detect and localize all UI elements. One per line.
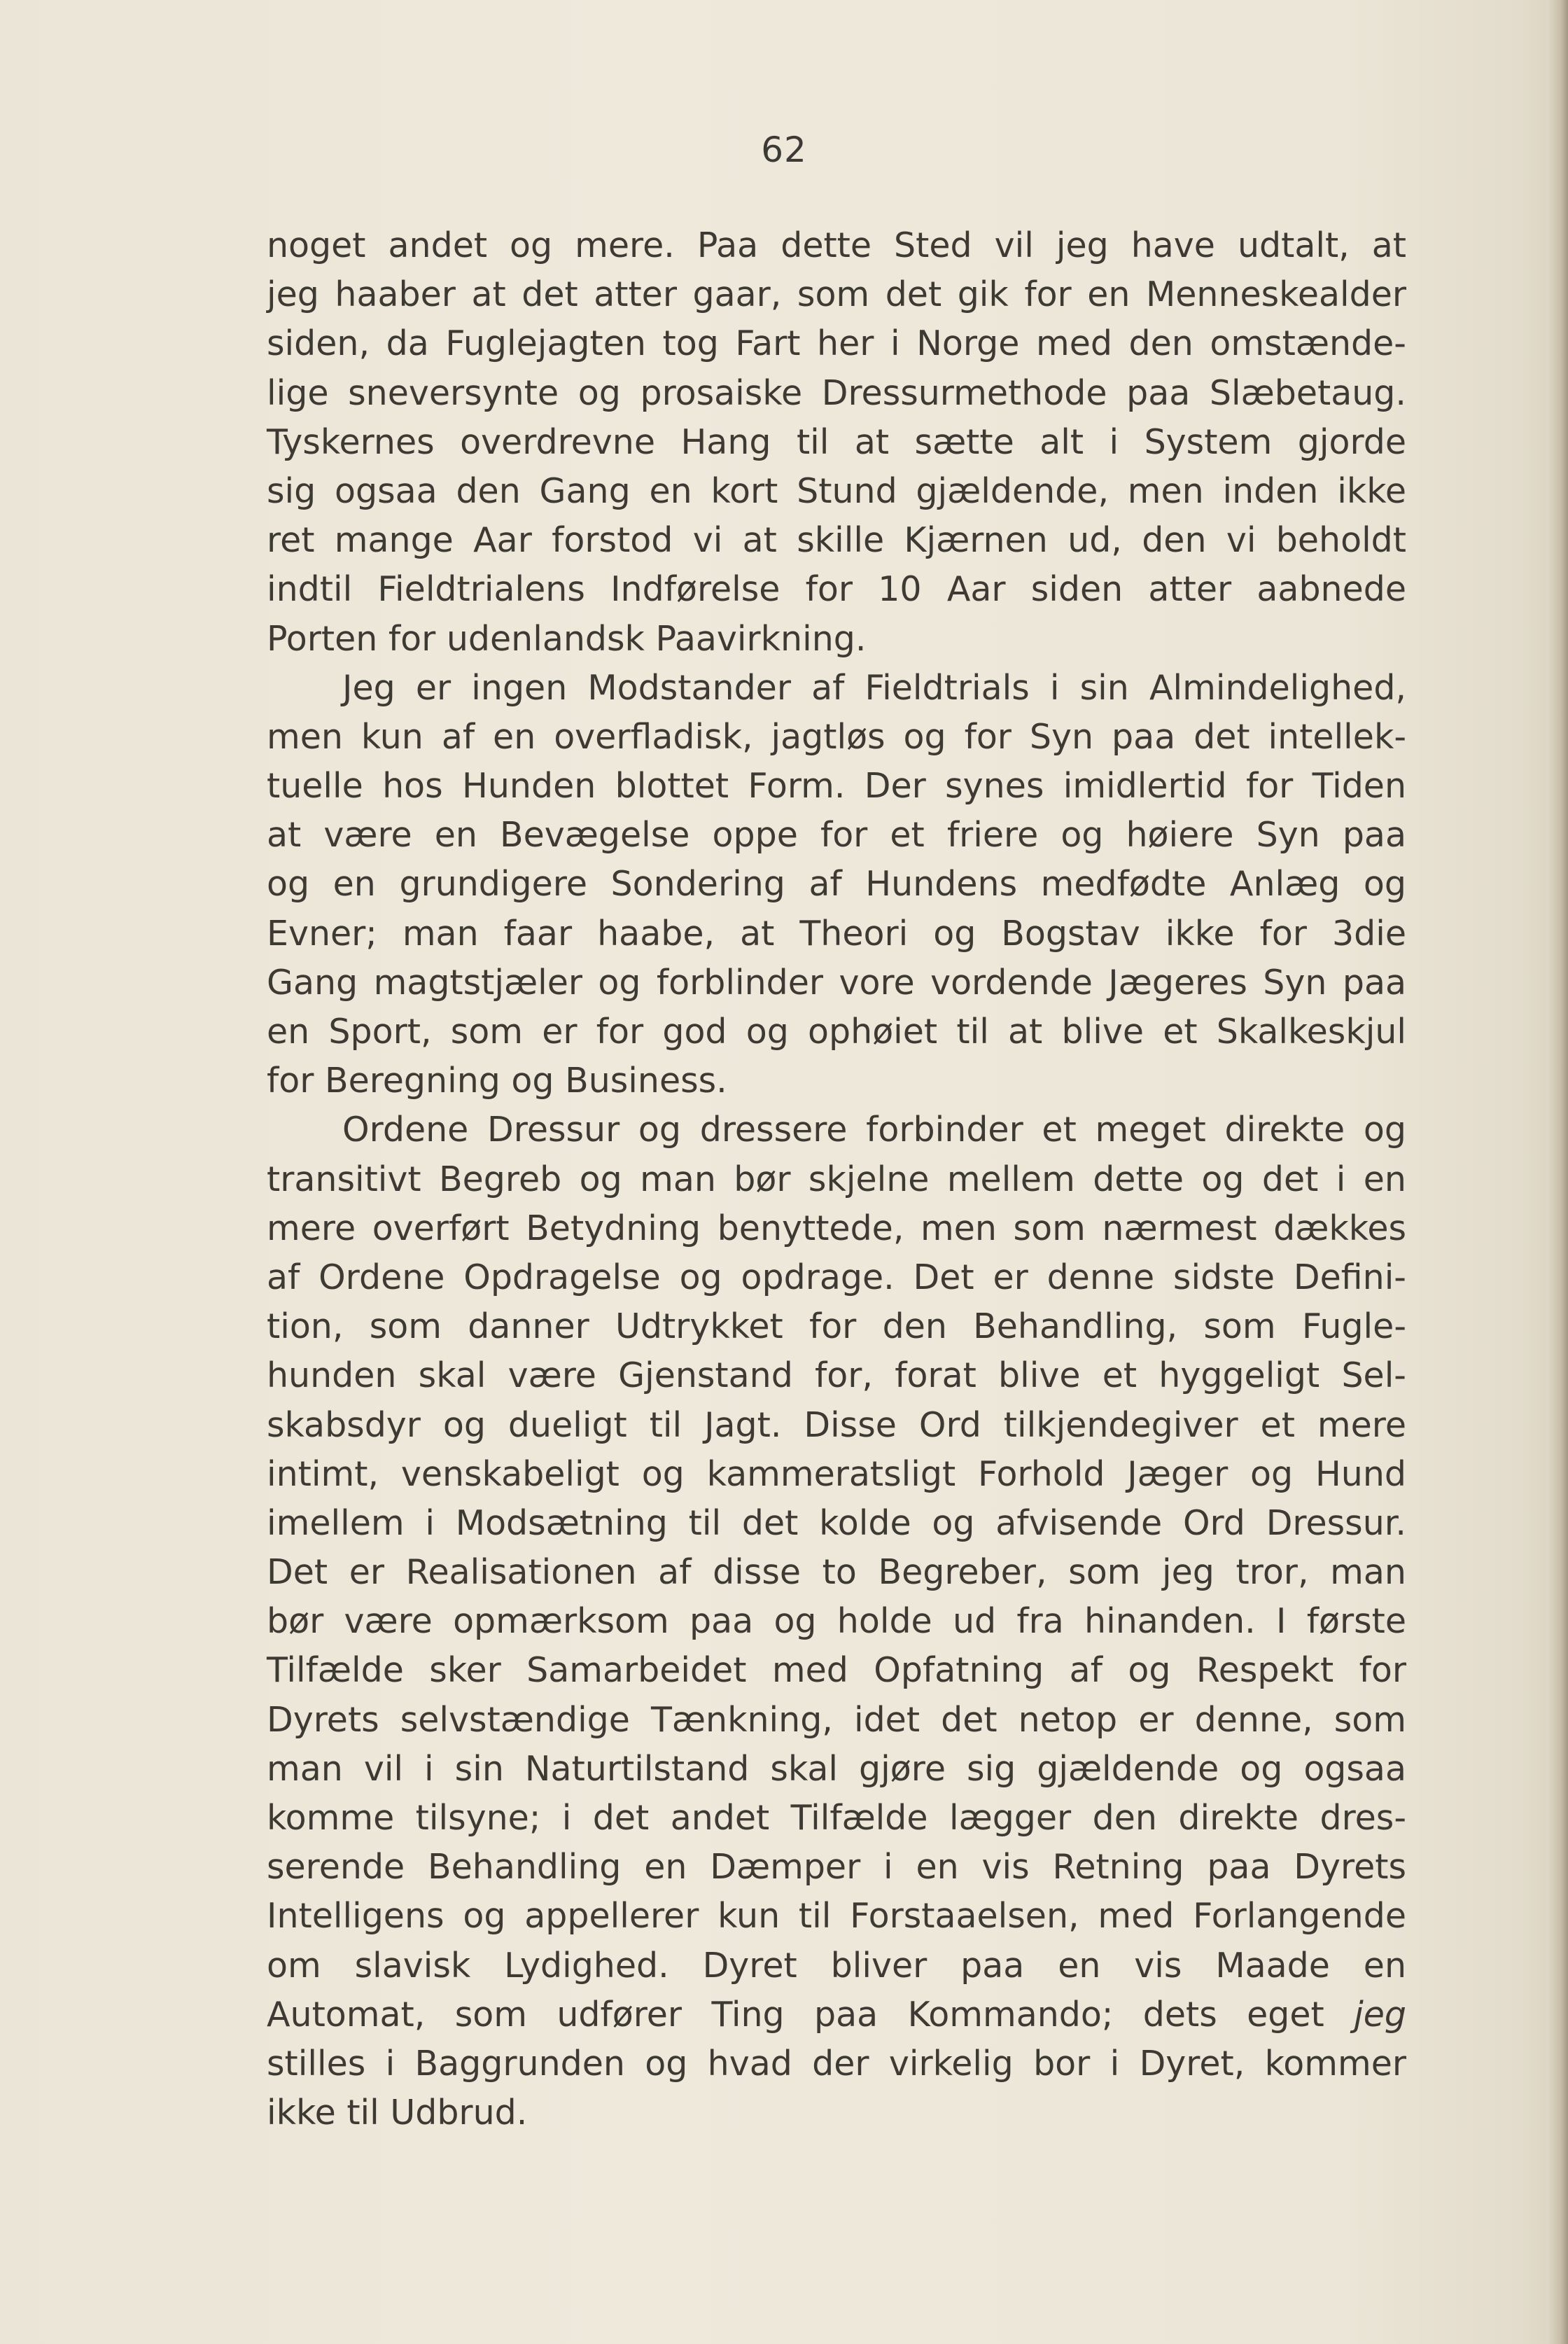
text-line: siden, da Fuglejagten tog Fart her i Norge med den omstænde- — [267, 323, 1406, 364]
paragraph — [267, 664, 1406, 1106]
text-line: indtil Fieldtrialens Indførelse for 10 Aar siden atter aabnede — [267, 569, 1406, 610]
text-line: mere overført Betydning benyttede, men som nærmest dækkes — [267, 1208, 1406, 1248]
text-line: komme tilsyne; i det andet Tilfælde lægger den direkte dres- — [267, 1798, 1406, 1838]
text-line: af Ordene Opdragelse og opdrage. Det er denne sidste Defini- — [267, 1257, 1406, 1297]
text-line: Intelligens og appellerer kun til Forstaaelsen, med Forlangende — [267, 1896, 1406, 1937]
text-line: hunden skal være Gjenstand for, forat blive et hyggeligt Sel- — [267, 1355, 1406, 1396]
text-line: bør være opmærksom paa og holde ud fra hinanden. I første — [267, 1601, 1406, 1642]
text-line: ret mange Aar forstod vi at skille Kjærnen ud, den vi beholdt — [267, 520, 1406, 561]
text-line: man vil i sin Naturtilstand skal gjøre sig gjældende og ogsaa — [267, 1748, 1406, 1789]
text-line: Det er Realisationen af disse to Begreber, som jeg tror, man — [267, 1552, 1406, 1593]
text-line: Porten for udenlandsk Paavirkning. — [267, 618, 867, 659]
text-line: og en grundigere Sondering af Hundens medfødte Anlæg og — [267, 864, 1406, 905]
text-line: men kun af en overfladisk, jagtløs og for Syn paa det intellek- — [267, 716, 1406, 757]
text-line: stilles i Baggrunden og hvad der virkelig bor i Dyret, kommer — [267, 2043, 1406, 2084]
text-line: ikke til Udbrud. — [267, 2093, 528, 2133]
page-edge-shadow — [1548, 0, 1568, 2344]
text-line: Dyrets selvstændige Tænkning, idet det netop er denne, som — [267, 1699, 1406, 1740]
body-text — [267, 221, 1406, 2137]
text-line: jeg haaber at det atter gaar, som det gik for en Menneskealder — [267, 274, 1406, 315]
text-line: at være en Bevægelse oppe for et friere og høiere Syn paa — [267, 815, 1406, 856]
text-line: imellem i Modsætning til det kolde og afvisende Ord Dressur. — [267, 1502, 1406, 1543]
italic-word: jeg — [1354, 1994, 1406, 2035]
text-line: en Sport, som er for god og ophøiet til at blive et Skalkeskjul — [267, 1012, 1406, 1052]
page-number: 62 — [761, 130, 807, 170]
paragraph — [267, 1105, 1406, 2137]
text-line: Ordene Dressur og dressere forbinder et meget direkte og — [342, 1110, 1406, 1150]
text-line: Tyskernes overdrevne Hang til at sætte alt i System gjorde — [267, 421, 1406, 462]
text-line: for Beregning og Business. — [267, 1061, 727, 1101]
text-line: transitivt Begreb og man bør skjelne mellem dette og det i en — [267, 1159, 1406, 1199]
text-line: intimt, venskabeligt og kammeratsligt Forhold Jæger og Hund — [267, 1453, 1406, 1494]
text-line: tion, som danner Udtrykket for den Behandling, som Fugle- — [267, 1306, 1406, 1347]
text-line: skabsdyr og dueligt til Jagt. Disse Ord tilkjendegiver et mere — [267, 1404, 1406, 1445]
text-line: om slavisk Lydighed. Dyret bliver paa en vis Maade en — [267, 1945, 1406, 1986]
text-line: noget andet og mere. Paa dette Sted vil jeg have udtalt, at — [267, 225, 1406, 265]
text-line: Gang magtstjæler og forblinder vore vordende Jægeres Syn paa — [267, 962, 1406, 1003]
paragraph — [267, 221, 1406, 664]
text-line: Jeg er ingen Modstander af Fieldtrials i sin Almindelighed, — [342, 667, 1406, 708]
text-line: Automat, som udfører Ting paa Kommando; dets eget jeg — [267, 1994, 1406, 2035]
text-line: Evner; man faar haabe, at Theori og Bogstav ikke for 3die — [267, 913, 1406, 954]
text-line: tuelle hos Hunden blottet Form. Der synes imidlertid for Tiden — [267, 766, 1406, 807]
text-line: sig ogsaa den Gang en kort Stund gjældende, men inden ikke — [267, 470, 1406, 511]
text-line: lige sneversynte og prosaiske Dressurmethode paa Slæbetaug. — [267, 372, 1406, 413]
text-line: serende Behandling en Dæmper i en vis Retning paa Dyrets — [267, 1847, 1406, 1888]
text-line: Tilfælde sker Samarbeidet med Opfatning af og Respekt for — [267, 1650, 1406, 1691]
